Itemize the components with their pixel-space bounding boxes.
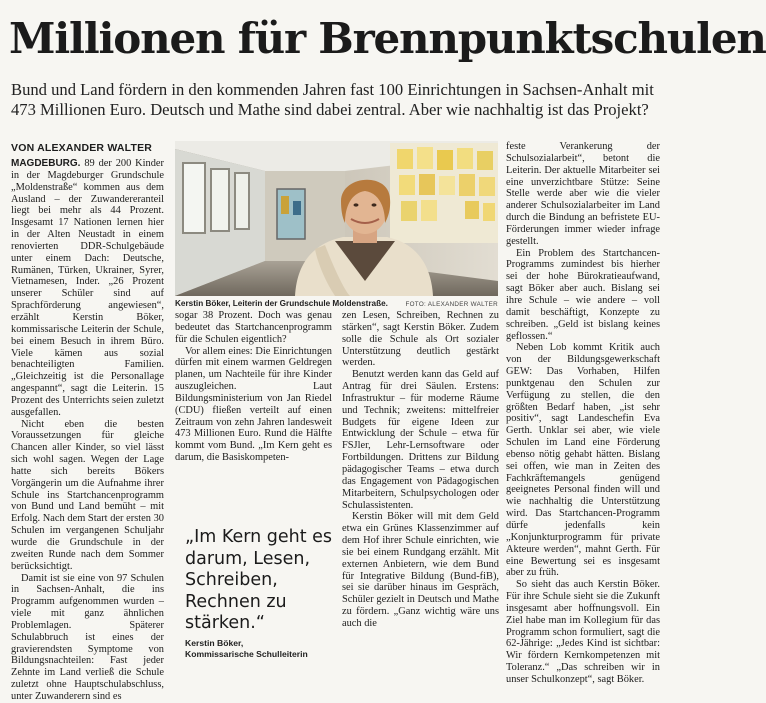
pull-quote-name: Kerstin Böker,: [185, 637, 244, 648]
subheadline: Bund und Land fördern in den kommenden Jahren fast 100 Einrichtungen in Sachsen-Anhalt mit 473 Millionen Euro. Deutsch und Mathe sind dabei zentral. Aber wie nachhaltig ist das Projekt?: [11, 80, 654, 119]
caption-text: Kerstin Böker, Leiterin der Grundschule Moldenstraße.: [175, 299, 388, 308]
article-paragraph: Ein Problem des Startchancen-Programms zumindest bis hierher sei der hohe Bürokratieaufwand, sagt Böker aber auch. Bislang sei ihre Schule – wie andere – voll damit beschäftigt, Konzepte zu schreiben. „Geld ist bislang keines geflossen.“: [506, 247, 660, 342]
pull-quote-attribution: [185, 638, 333, 660]
article-paragraph: Damit ist sie eine von 97 Schulen in Sachsen-Anhalt, die ins Programm aufgenommen wurden – viele mit ganz ähnlichen Problemlagen. Späterer Schulabbruch ist eines der gravierendsten Symptome von Bildungsnachteilen: Fast jeder Zehnte im Land verließ die Schule zuletzt ohne Hauptschulabschluss, unter Zuwanderern sind es: [11, 572, 164, 702]
paragraph-text: 89 der 200 Kinder in der Magdeburger Grundschule „Moldenstraße“ kommen aus dem Ausland – der Zuwandereranteil liegt bei mehr als 44 Prozent. Insgesamt 17 Nationen lernen hier in der Alten Neustadt in einem renovierten DDR-Schulgebäude unter einem Dach: Deutsche, Rumänen, Türken, Ukrainer, Syrer, Vietnamesen, Inder. „26 Prozent unserer Schüler sind auf Sprachförderung angewiesen“, erzählt Kerstin Böker, kommissarische Leiterin der Schule, bei einem Besuch in ihrem Büro. Viele kämen aus sozial benachteiligten Familien. „Gleichzeitig ist die Personallage angespannt“, sagt die Leiterin. 15 Prozent des Unterrichts seien zuletzt ausgefallen.: [11, 158, 164, 418]
article-paragraph: Kerstin Böker will mit dem Geld etwa ein Grünes Klassenzimmer auf dem Hof ihrer Schule einrichten, wie sie bei einem Rundgang erzählt. Mit externen Anbietern, wie dem Bund für Integrative Bildung (Bund-fiB), sei sie darüber hinaus im Gespräch, Schüler gezielt in Deutsch und Mathe zu fördern. „Ganz wichtig wäre uns auch die: [342, 511, 499, 629]
article-column-1: [11, 158, 164, 702]
article-paragraph: sogar 38 Prozent. Doch was genau bedeutet das Startchancenprogramm für die Schulen eigentlich?: [175, 310, 332, 345]
photo-caption: [175, 298, 498, 309]
article-paragraph: So sieht das auch Kerstin Böker. Für ihre Schule sieht sie die Zukunft insgesamt aber hoffnungsvoll. Ein Ziel habe man im Kollegium für das Programm schon formuliert, sagt die 62-Jährige: „Jedes Kind ist sichtbar: Wir fördern Kernkompetenzen mit Toleranz.“ „Das schreiben wir in unser Schulkonzept“, sagt Böker.: [506, 579, 660, 685]
photo-credit: FOTO: ALEXANDER WALTER: [405, 301, 498, 308]
article-paragraph: feste Verankerung der Schulsozialarbeit“, betont die Leiterin. Der aktuelle Mitarbeiter sei eine unverzichtbare Stütze: Seine Stelle werde aber wie die vieler anderer Schulsozialarbeiter im Land durch die Bindung an befristete EU-Förderungen immer wieder infrage gestellt.: [506, 141, 660, 247]
byline: VON ALEXANDER WALTER: [11, 142, 153, 154]
article-paragraph: Vor allem eines: Die Einrichtungen dürfen mit einem warmen Geldregen planen, um Nachteile für ihre Kinder auszugleichen. Laut Bildungsministerium von Jan Riedel (CDU) fließen verteilt auf einen Zeitraum von zehn Jahren landesweit 473 Millionen Euro. Rund die Hälfte kommt vom Bund. „Im Kern geht es darum, die Basiskompeten-: [175, 345, 332, 464]
article-photo: [175, 141, 498, 296]
headline: Millionen für Brennpunktschulen: [9, 14, 766, 63]
photo-school-hallway-portrait: [175, 141, 498, 296]
article-column-2: [175, 310, 332, 506]
article-paragraph: Nicht eben die besten Voraussetzungen für gleiche Chancen aller Kinder, so viel lässt sich wohl sagen. Wegen der Lage hatte sich bereits Bökers Vorgängerin um die Aufnahme ihrer Schule ins Startchancenprogramm von Bund und Land bemüht – mit Erfolg. Nach dem Start der ersten 30 Schulen im vergangenen Schuljahr wurde die Grundschule in der zweiten Runde nach dem Sommer berücksichtigt.: [11, 418, 164, 572]
article-paragraph: Benutzt werden kann das Geld auf Antrag für drei Säulen. Erstens: Infrastruktur – für moderne Räume und Technik; zweitens: mittelfreier Budgets für eigene Ideen zur Entwicklung der Schule – etwa für FSJler, Lehr-Lernsoftware oder Fortbildungen. Drittens zur Bildung pädagogischer Teams – etwa durch das Engagement von Pädagogischen Mitarbeitern, Schulpsychologen oder Schulassistenten.: [342, 369, 499, 511]
article-paragraph: [11, 158, 164, 419]
dateline: MAGDEBURG.: [11, 158, 81, 169]
pull-quote-text: „Im Kern geht es darum, Lesen, Schreiben, Rechnen zu stärken.“: [185, 527, 333, 633]
pull-quote: [185, 527, 333, 660]
article-column-3: [342, 310, 499, 640]
pull-quote-role: Kommissarische Schulleiterin: [185, 648, 308, 659]
article-column-4: [506, 141, 660, 685]
article-paragraph: Neben Lob kommt Kritik auch von der Bildungsgewerkschaft GEW: Das Vorhaben, Hilfen punktgenau den Schulen zur Verfügung zu stellen, die den größten Bedarf haben, „ist sehr positiv“, sagt Landeschefin Eva Gerth. Unklar sei aber, wie viele Schulen im Land eine Förderung ebenso nötig gehabt hätten. Bislang sei offen, wie man in Zeiten des Fachkräftemangels genügend geeignetes Personal finden will und wie nachhaltig die Unterstützung wird. Das Startchancen-Programm dürfe jedenfalls kein „Konjunkturprogramm für private Akteure werden“, mahnt Gerth. Für eine Bewertung sei es insgesamt aber zu früh.: [506, 342, 660, 579]
article-paragraph: zen Lesen, Schreiben, Rechnen zu stärken“, sagt Kerstin Böker. Zudem solle die Schule als Ort sozialer Unterstützung deutlich gestärkt werden.: [342, 310, 499, 369]
